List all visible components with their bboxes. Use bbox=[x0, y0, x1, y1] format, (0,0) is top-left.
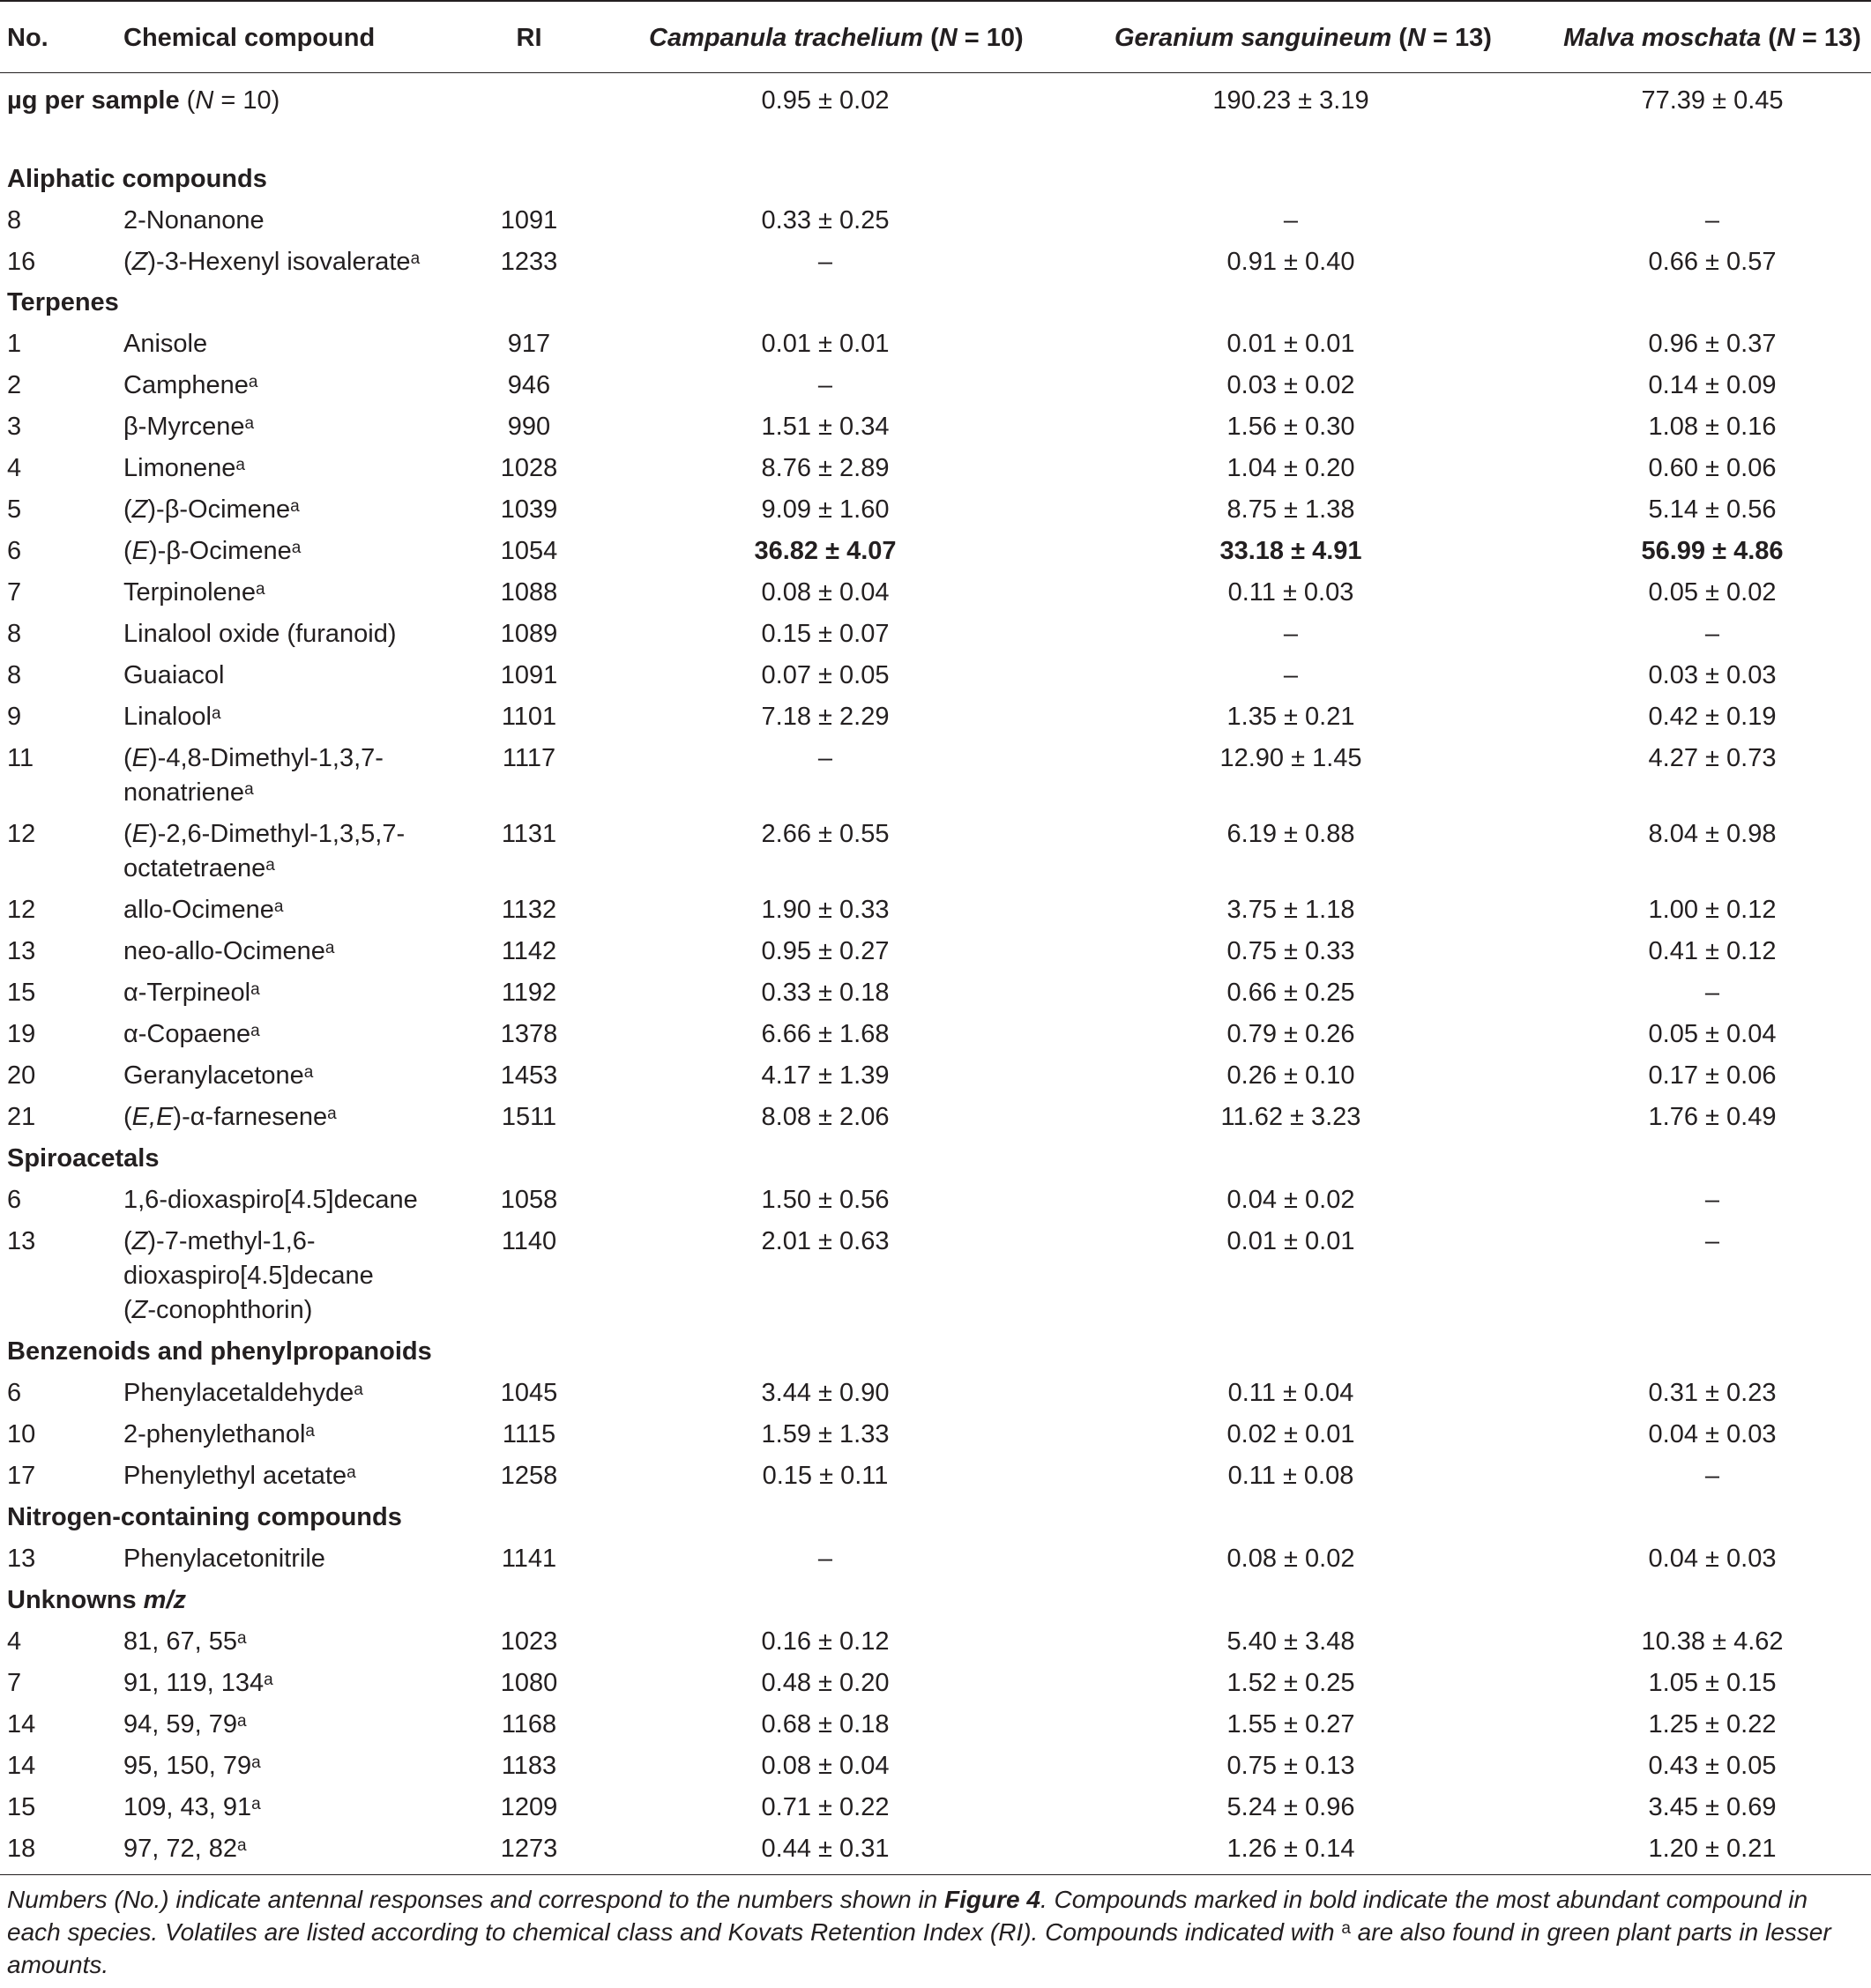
compound-name: (E)-2,6-Dimethyl-1,3,5,7-octatetraene$^a$ bbox=[123, 820, 406, 882]
table-row bbox=[0, 1373, 1871, 1414]
value-geranium: 6.19 ± 0.88 bbox=[1226, 820, 1355, 848]
value-campanula: 1.90 ± 0.33 bbox=[761, 896, 890, 924]
value-campanula: 0.08 ± 0.04 bbox=[761, 578, 890, 607]
sample-c: 77.39 ± 0.45 bbox=[1641, 86, 1784, 115]
row-no: 8 bbox=[7, 661, 22, 689]
retention-index: 1140 bbox=[501, 1227, 557, 1255]
row-no: 18 bbox=[7, 1835, 36, 1863]
value-campanula: 0.07 ± 0.05 bbox=[761, 661, 890, 689]
value-campanula: 3.44 ± 0.90 bbox=[761, 1379, 890, 1407]
retention-index: 1045 bbox=[500, 1379, 558, 1407]
value-campanula: 0.68 ± 0.18 bbox=[761, 1710, 890, 1739]
table-row bbox=[0, 406, 1871, 448]
value-geranium: 33.18 ± 4.91 bbox=[1219, 537, 1362, 565]
retention-index: 990 bbox=[507, 413, 551, 441]
top-rule bbox=[0, 0, 1871, 2]
table-row bbox=[0, 1055, 1871, 1097]
table-row bbox=[0, 1746, 1871, 1787]
value-campanula: – bbox=[817, 1545, 833, 1573]
value-campanula: 0.33 ± 0.25 bbox=[761, 206, 890, 235]
value-malva: 10.38 ± 4.62 bbox=[1641, 1627, 1784, 1656]
compound-name: 91, 119, 134$^a$ bbox=[123, 1669, 273, 1697]
compound-name: Camphene$^a$ bbox=[123, 371, 258, 399]
value-geranium: 0.08 ± 0.02 bbox=[1226, 1545, 1355, 1573]
value-campanula: 0.95 ± 0.27 bbox=[761, 937, 890, 965]
header-campanula: Campanula trachelium (N = 10) bbox=[649, 24, 1024, 52]
row-no: 7 bbox=[7, 1669, 22, 1697]
retention-index: 1209 bbox=[500, 1793, 558, 1821]
table-row bbox=[0, 531, 1871, 572]
value-malva: 0.04 ± 0.03 bbox=[1648, 1545, 1777, 1573]
value-geranium: 11.62 ± 3.23 bbox=[1220, 1103, 1361, 1131]
table-row bbox=[0, 655, 1871, 696]
compound-name: (E,E)-α-farnesene$^a$ bbox=[123, 1103, 337, 1131]
value-campanula: 0.48 ± 0.20 bbox=[761, 1669, 890, 1697]
retention-index: 1378 bbox=[500, 1020, 558, 1048]
compound-name: (Z)-β-Ocimene$^a$ bbox=[123, 495, 300, 524]
value-campanula: 0.01 ± 0.01 bbox=[761, 330, 890, 358]
value-campanula: 8.76 ± 2.89 bbox=[761, 454, 890, 482]
row-no: 15 bbox=[7, 1793, 36, 1821]
row-no: 21 bbox=[7, 1103, 36, 1131]
value-malva: 0.60 ± 0.06 bbox=[1648, 454, 1777, 482]
value-geranium: 1.52 ± 0.25 bbox=[1226, 1669, 1355, 1697]
value-geranium: 0.66 ± 0.25 bbox=[1226, 979, 1355, 1007]
value-malva: 1.00 ± 0.12 bbox=[1648, 896, 1777, 924]
compound-name: Guaiacol bbox=[123, 661, 225, 689]
table-row bbox=[0, 1787, 1871, 1828]
compound-name: 97, 72, 82$^a$ bbox=[123, 1835, 247, 1863]
value-malva: 0.14 ± 0.09 bbox=[1648, 371, 1777, 399]
row-no: 9 bbox=[7, 703, 22, 731]
value-campanula: 7.18 ± 2.29 bbox=[761, 703, 890, 731]
compound-name: (E)-β-Ocimene$^a$ bbox=[123, 537, 302, 565]
table-row bbox=[0, 324, 1871, 365]
header-malva: Malva moschata (N = 13) bbox=[1563, 24, 1861, 52]
retention-index: 1088 bbox=[500, 578, 558, 607]
value-malva: 56.99 ± 4.86 bbox=[1641, 537, 1784, 565]
value-malva: 0.03 ± 0.03 bbox=[1648, 661, 1777, 689]
sample-row bbox=[0, 80, 1871, 122]
table-header bbox=[0, 18, 1871, 59]
row-no: 8 bbox=[7, 206, 22, 235]
value-geranium: 5.24 ± 0.96 bbox=[1226, 1793, 1355, 1821]
value-geranium: 0.11 ± 0.04 bbox=[1227, 1379, 1354, 1407]
compound-name: 81, 67, 55$^a$ bbox=[123, 1627, 247, 1656]
retention-index: 1142 bbox=[501, 937, 557, 965]
retention-index: 1058 bbox=[500, 1186, 558, 1214]
compound-name: 2-Nonanone bbox=[123, 206, 265, 235]
retention-index: 1511 bbox=[501, 1103, 557, 1131]
compound-name: 109, 43, 91$^a$ bbox=[123, 1793, 261, 1821]
compound-name: Anisole bbox=[123, 330, 208, 358]
value-geranium: 1.56 ± 0.30 bbox=[1226, 413, 1355, 441]
row-no: 6 bbox=[7, 1379, 22, 1407]
row-no: 20 bbox=[7, 1061, 36, 1090]
retention-index: 1192 bbox=[501, 979, 557, 1007]
sample-label: µg per sample (N = 10) bbox=[7, 86, 280, 115]
section-header bbox=[0, 1580, 1871, 1621]
footnote: Numbers (No.) indicate antennal responses and correspond to the numbers shown in Figure 4. Compounds marked in bold indicate the most abundant compound in each species. Volatiles are listed according to chemical class and Kovats Retention Index (RI). Compounds indicated with $^a$ are also found in green plant parts in lesser amounts. bbox=[7, 1886, 1831, 1978]
compound-name: Terpinolene$^a$ bbox=[123, 578, 265, 607]
compound-name: allo-Ocimene$^a$ bbox=[123, 896, 284, 924]
retention-index: 1089 bbox=[500, 620, 558, 648]
row-no: 14 bbox=[7, 1752, 36, 1780]
value-campanula: 36.82 ± 4.07 bbox=[754, 537, 897, 565]
value-campanula: 1.51 ± 0.34 bbox=[761, 413, 890, 441]
table-row bbox=[0, 1414, 1871, 1456]
table-row bbox=[0, 1456, 1871, 1497]
section-title: Unknowns m/z bbox=[7, 1586, 187, 1614]
retention-index: 1115 bbox=[502, 1420, 556, 1448]
value-geranium: 1.35 ± 0.21 bbox=[1226, 703, 1355, 731]
retention-index: 1258 bbox=[500, 1462, 558, 1490]
value-campanula: 1.59 ± 1.33 bbox=[761, 1420, 890, 1448]
value-campanula: 4.17 ± 1.39 bbox=[761, 1061, 890, 1090]
value-geranium: 0.01 ± 0.01 bbox=[1226, 330, 1355, 358]
retention-index: 1453 bbox=[500, 1061, 558, 1090]
value-campanula: – bbox=[817, 744, 833, 772]
row-no: 6 bbox=[7, 1186, 22, 1214]
retention-index: 1183 bbox=[501, 1752, 557, 1780]
compound-name: neo-allo-Ocimene$^a$ bbox=[123, 937, 335, 965]
value-malva: – bbox=[1704, 206, 1720, 235]
retention-index: 1117 bbox=[502, 744, 556, 772]
retention-index: 1054 bbox=[500, 537, 558, 565]
row-no: 10 bbox=[7, 1420, 36, 1448]
value-malva: 0.42 ± 0.19 bbox=[1648, 703, 1777, 731]
table-row bbox=[0, 242, 1871, 283]
row-no: 13 bbox=[7, 1227, 36, 1255]
value-geranium: 0.79 ± 0.26 bbox=[1226, 1020, 1355, 1048]
value-geranium: 1.04 ± 0.20 bbox=[1226, 454, 1355, 482]
section-title: Nitrogen-containing compounds bbox=[7, 1503, 402, 1531]
section-header bbox=[0, 1138, 1871, 1180]
compound-name: α-Terpineol$^a$ bbox=[123, 979, 260, 1007]
sample-b: 190.23 ± 3.19 bbox=[1212, 86, 1369, 115]
value-campanula: 0.08 ± 0.04 bbox=[761, 1752, 890, 1780]
value-geranium: 12.90 ± 1.45 bbox=[1219, 744, 1362, 772]
compound-name: Phenylacetaldehyde$^a$ bbox=[123, 1379, 363, 1407]
retention-index: 946 bbox=[507, 371, 551, 399]
table-row bbox=[0, 696, 1871, 738]
value-geranium: – bbox=[1283, 206, 1299, 235]
table-row bbox=[0, 1663, 1871, 1704]
value-geranium: 0.11 ± 0.08 bbox=[1227, 1462, 1354, 1490]
retention-index: 917 bbox=[507, 330, 551, 358]
row-no: 13 bbox=[7, 937, 36, 965]
row-no: 6 bbox=[7, 537, 22, 565]
value-geranium: 0.01 ± 0.01 bbox=[1226, 1227, 1355, 1255]
value-malva: 0.05 ± 0.04 bbox=[1648, 1020, 1777, 1048]
value-malva: 1.25 ± 0.22 bbox=[1648, 1710, 1777, 1739]
compound-name: Phenylacetonitrile bbox=[123, 1545, 325, 1573]
value-geranium: 0.75 ± 0.33 bbox=[1226, 937, 1355, 965]
compound-name: 95, 150, 79$^a$ bbox=[123, 1752, 261, 1780]
value-malva: 1.05 ± 0.15 bbox=[1648, 1669, 1777, 1697]
compound-name: Limonene$^a$ bbox=[123, 454, 245, 482]
retention-index: 1023 bbox=[500, 1627, 558, 1656]
compound-name: Linalool$^a$ bbox=[123, 703, 221, 731]
header-no: No. bbox=[7, 24, 48, 52]
compound-name: (Z)-7-methyl-1,6-dioxaspiro[4.5]decane (Z-conophthorin) bbox=[123, 1227, 374, 1324]
row-no: 2 bbox=[7, 371, 22, 399]
retention-index: 1131 bbox=[501, 820, 557, 848]
row-no: 1 bbox=[7, 330, 22, 358]
table-row bbox=[0, 1014, 1871, 1055]
table-row bbox=[0, 365, 1871, 406]
section-header bbox=[0, 159, 1871, 200]
table-row bbox=[0, 448, 1871, 489]
value-campanula: 9.09 ± 1.60 bbox=[761, 495, 890, 524]
value-geranium: – bbox=[1283, 620, 1299, 648]
compound-name: 2-phenylethanol$^a$ bbox=[123, 1420, 315, 1448]
row-no: 7 bbox=[7, 578, 22, 607]
value-campanula: 0.16 ± 0.12 bbox=[761, 1627, 890, 1656]
section-title: Spiroacetals bbox=[7, 1144, 160, 1173]
value-geranium: 0.04 ± 0.02 bbox=[1226, 1186, 1355, 1214]
retention-index: 1091 bbox=[500, 661, 558, 689]
value-malva: 1.20 ± 0.21 bbox=[1648, 1835, 1777, 1863]
retention-index: 1091 bbox=[500, 206, 558, 235]
row-no: 17 bbox=[7, 1462, 36, 1490]
value-geranium: 5.40 ± 3.48 bbox=[1226, 1627, 1355, 1656]
sample-a: 0.95 ± 0.02 bbox=[761, 86, 890, 115]
section-header bbox=[0, 282, 1871, 324]
value-malva: 8.04 ± 0.98 bbox=[1648, 820, 1777, 848]
value-campanula: – bbox=[817, 248, 833, 276]
table-row bbox=[0, 1180, 1871, 1221]
table-row bbox=[0, 1097, 1871, 1138]
row-no: 14 bbox=[7, 1710, 36, 1739]
value-geranium: 0.91 ± 0.40 bbox=[1226, 248, 1355, 276]
header-geranium: Geranium sanguineum (N = 13) bbox=[1114, 24, 1492, 52]
section-header bbox=[0, 1497, 1871, 1538]
compound-name: Linalool oxide (furanoid) bbox=[123, 620, 397, 648]
value-malva: 0.96 ± 0.37 bbox=[1648, 330, 1777, 358]
table-row bbox=[0, 200, 1871, 242]
row-no: 4 bbox=[7, 454, 22, 482]
table-row bbox=[0, 1704, 1871, 1746]
value-geranium: 0.26 ± 0.10 bbox=[1226, 1061, 1355, 1090]
row-no: 12 bbox=[7, 896, 36, 924]
retention-index: 1080 bbox=[500, 1669, 558, 1697]
table-row bbox=[0, 972, 1871, 1014]
value-campanula: 0.15 ± 0.11 bbox=[762, 1462, 889, 1490]
compound-name: 1,6-dioxaspiro[4.5]decane bbox=[123, 1186, 418, 1214]
header-ri: RI bbox=[516, 24, 542, 52]
value-malva: – bbox=[1704, 1462, 1720, 1490]
row-no: 19 bbox=[7, 1020, 36, 1048]
row-no: 4 bbox=[7, 1627, 22, 1656]
table-row bbox=[0, 1828, 1871, 1870]
row-no: 16 bbox=[7, 248, 36, 276]
compound-name: β-Myrcene$^a$ bbox=[123, 413, 255, 441]
table-row bbox=[0, 614, 1871, 655]
table-row bbox=[0, 1621, 1871, 1663]
value-malva: – bbox=[1704, 620, 1720, 648]
table-row bbox=[0, 738, 1871, 814]
value-geranium: 0.11 ± 0.03 bbox=[1227, 578, 1354, 607]
value-malva: 3.45 ± 0.69 bbox=[1648, 1793, 1777, 1821]
value-geranium: 0.02 ± 0.01 bbox=[1226, 1420, 1355, 1448]
header-rule bbox=[0, 72, 1871, 73]
compound-name: (E)-4,8-Dimethyl-1,3,7-nonatriene$^a$ bbox=[123, 744, 384, 807]
retention-index: 1039 bbox=[500, 495, 558, 524]
value-malva: 0.41 ± 0.12 bbox=[1648, 937, 1777, 965]
value-geranium: 3.75 ± 1.18 bbox=[1226, 896, 1355, 924]
table-row bbox=[0, 814, 1871, 890]
section-header bbox=[0, 1331, 1871, 1373]
header-compound: Chemical compound bbox=[123, 24, 376, 52]
value-malva: 0.43 ± 0.05 bbox=[1648, 1752, 1777, 1780]
section-title: Terpenes bbox=[7, 288, 119, 316]
value-campanula: – bbox=[817, 371, 833, 399]
bottom-rule bbox=[0, 1874, 1871, 1875]
value-malva: 5.14 ± 0.56 bbox=[1648, 495, 1777, 524]
value-campanula: 2.66 ± 0.55 bbox=[761, 820, 890, 848]
value-geranium: 8.75 ± 1.38 bbox=[1226, 495, 1355, 524]
value-malva: 0.66 ± 0.57 bbox=[1648, 248, 1777, 276]
compound-name: 94, 59, 79$^a$ bbox=[123, 1710, 247, 1739]
value-campanula: 0.44 ± 0.31 bbox=[761, 1835, 890, 1863]
value-campanula: 2.01 ± 0.63 bbox=[761, 1227, 890, 1255]
row-no: 15 bbox=[7, 979, 36, 1007]
compound-name: Geranylacetone$^a$ bbox=[123, 1061, 314, 1090]
compound-name: Phenylethyl acetate$^a$ bbox=[123, 1462, 356, 1490]
table-row bbox=[0, 931, 1871, 972]
retention-index: 1273 bbox=[500, 1835, 558, 1863]
table-row bbox=[0, 1538, 1871, 1580]
value-malva: 0.17 ± 0.06 bbox=[1648, 1061, 1777, 1090]
table-row bbox=[0, 890, 1871, 931]
table-row bbox=[0, 572, 1871, 614]
value-campanula: 0.71 ± 0.22 bbox=[761, 1793, 890, 1821]
retention-index: 1168 bbox=[501, 1710, 557, 1739]
compound-name: (Z)-3-Hexenyl isovalerate$^a$ bbox=[123, 248, 421, 276]
retention-index: 1028 bbox=[500, 454, 558, 482]
value-campanula: 0.33 ± 0.18 bbox=[761, 979, 890, 1007]
row-no: 12 bbox=[7, 820, 36, 848]
value-geranium: – bbox=[1283, 661, 1299, 689]
value-campanula: 6.66 ± 1.68 bbox=[761, 1020, 890, 1048]
retention-index: 1101 bbox=[501, 703, 557, 731]
row-no: 5 bbox=[7, 495, 22, 524]
value-malva: 1.76 ± 0.49 bbox=[1648, 1103, 1777, 1131]
value-malva: – bbox=[1704, 979, 1720, 1007]
section-title: Aliphatic compounds bbox=[7, 165, 267, 193]
value-malva: 0.31 ± 0.23 bbox=[1648, 1379, 1777, 1407]
value-geranium: 0.75 ± 0.13 bbox=[1226, 1752, 1355, 1780]
row-no: 11 bbox=[7, 744, 34, 772]
row-no: 13 bbox=[7, 1545, 36, 1573]
value-malva: 0.05 ± 0.02 bbox=[1648, 578, 1777, 607]
value-campanula: 0.15 ± 0.07 bbox=[761, 620, 890, 648]
value-campanula: 1.50 ± 0.56 bbox=[761, 1186, 890, 1214]
value-malva: – bbox=[1704, 1227, 1720, 1255]
retention-index: 1132 bbox=[501, 896, 557, 924]
value-campanula: 8.08 ± 2.06 bbox=[761, 1103, 890, 1131]
table-row bbox=[0, 489, 1871, 531]
value-malva: 4.27 ± 0.73 bbox=[1648, 744, 1777, 772]
value-geranium: 1.55 ± 0.27 bbox=[1226, 1710, 1355, 1739]
row-no: 3 bbox=[7, 413, 22, 441]
retention-index: 1233 bbox=[500, 248, 558, 276]
value-geranium: 1.26 ± 0.14 bbox=[1226, 1835, 1355, 1863]
row-no: 8 bbox=[7, 620, 22, 648]
value-malva: 0.04 ± 0.03 bbox=[1648, 1420, 1777, 1448]
value-malva: – bbox=[1704, 1186, 1720, 1214]
table-row bbox=[0, 1221, 1871, 1331]
retention-index: 1141 bbox=[501, 1545, 557, 1573]
section-title: Benzenoids and phenylpropanoids bbox=[7, 1337, 432, 1366]
value-malva: 1.08 ± 0.16 bbox=[1648, 413, 1777, 441]
value-geranium: 0.03 ± 0.02 bbox=[1226, 371, 1355, 399]
compound-name: α-Copaene$^a$ bbox=[123, 1020, 260, 1048]
